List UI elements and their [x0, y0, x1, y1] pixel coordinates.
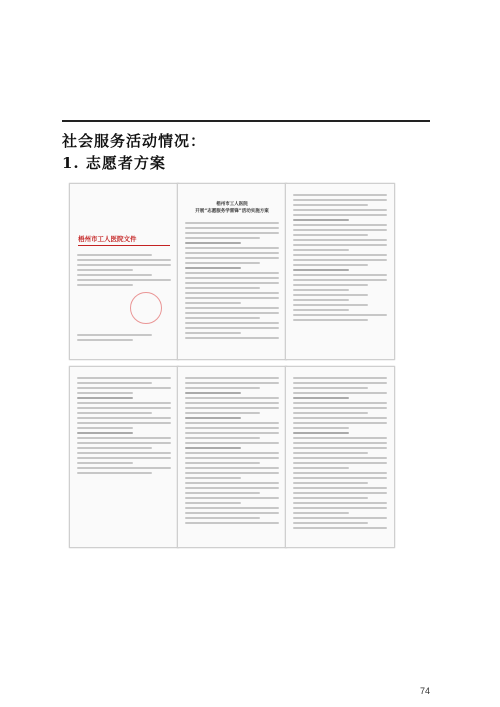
plan-text-block: [185, 377, 279, 527]
red-seal-stamp: [130, 292, 162, 324]
document-footer-lines: [77, 334, 171, 344]
scanned-plan-page-2: [285, 183, 395, 360]
top-rule: [62, 120, 430, 122]
scanned-plan-page-4: [177, 366, 287, 548]
section-title: 社会服务活动情况：: [62, 132, 207, 150]
plan-title-line1: 梧州市工人医院: [216, 202, 248, 207]
page-number: 74: [420, 686, 431, 696]
scanned-plan-page-5: [285, 366, 395, 548]
plan-title-line2: 开展“志愿服务学雷锋”活动实施方案: [195, 209, 269, 214]
document-red-header: 梧州市工人医院文件: [78, 235, 137, 243]
scanned-implementation-plan: [177, 183, 287, 360]
document-text-block: [77, 254, 171, 289]
plan-text-block: [293, 194, 387, 324]
scanned-plan-page-3: [69, 366, 179, 548]
red-divider: [78, 245, 170, 246]
plan-text-block: [77, 377, 171, 477]
plan-text-block: [293, 377, 387, 532]
subsection-title: 1. 志愿者方案: [62, 154, 166, 172]
plan-text-block: [185, 222, 279, 342]
scanned-document-cover: [69, 183, 179, 360]
